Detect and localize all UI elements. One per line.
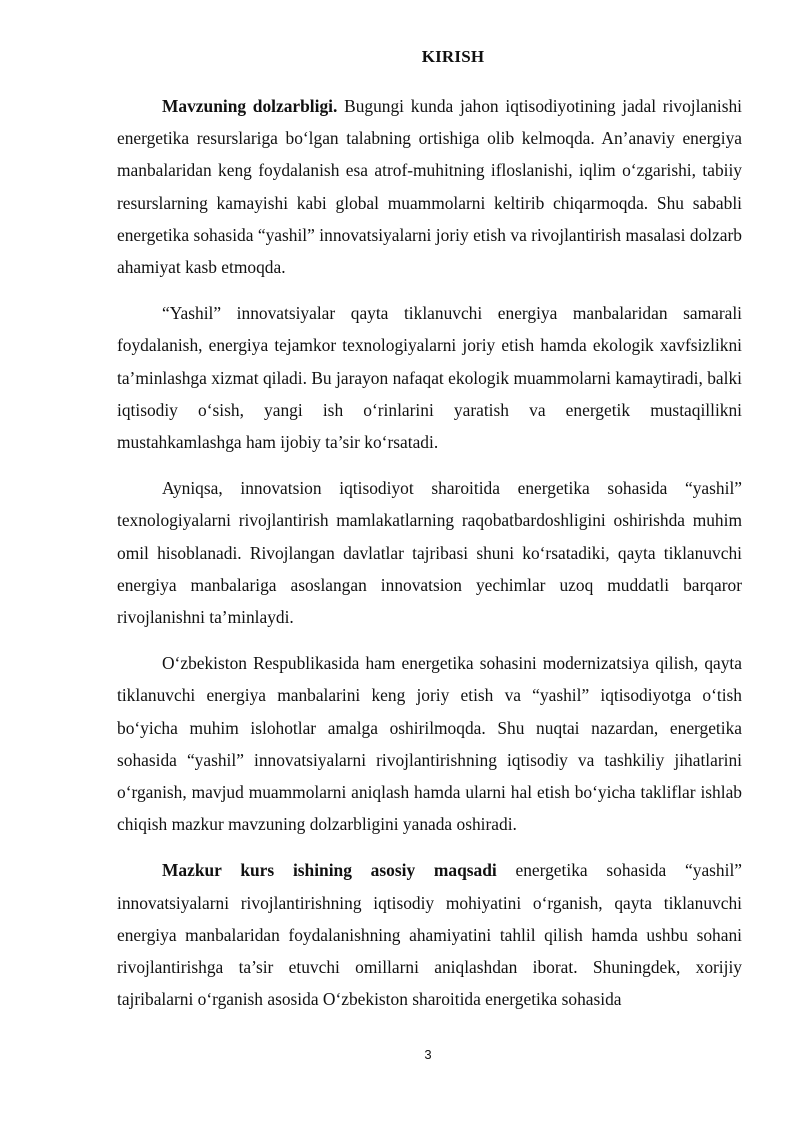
paragraph-course-goal: [117, 854, 742, 1015]
paragraph-lead: Mavzuning dolzarbligi.: [162, 96, 338, 116]
paragraph-green-innovations: [117, 297, 742, 458]
paragraph-text: Ayniqsa, innovatsion iqtisodiyot sharoitida energetika sohasida “yashil” texnologiyalarni rivojlantirish mamlakatlarning raqobatbardoshligini oshirishda muhim omil hisoblanadi. Rivojlangan davlatlar tajribasi shuni ko‘rsatadiki, qayta tiklanuvchi energiya manbalariga asoslangan innovatsion yechimlar uzoq muddatli barqaror rivojlanishni ta’minlaydi.: [117, 478, 742, 628]
page-number: 3: [424, 1047, 432, 1062]
paragraph-text: energetika sohasida “yashil” innovatsiyalarni rivojlantirishning iqtisodiy mohiyatini o‘rganish, qayta tiklanuvchi energiya manbalaridan foydalanishning ahamiyatini tahlil qilish hamda ushbu sohani rivojlantirishga ta’sir etuvchi omillarni aniqlashdan iborat. Shuningdek, xorijiy tajribalarni o‘rganish asosida O‘zbekiston sharoitida energetika sohasida: [117, 860, 743, 1010]
paragraph-text: O‘zbekiston Respublikasida ham energetika sohasini modernizatsiya qilish, qayta tiklanuvchi energiya manbalarini keng joriy etish va “yashil” iqtisodiyotga o‘tish bo‘yicha muhim islohotlar amalga oshirilmoqda. Shu nuqtai nazardan, energetika sohasida “yashil” innovatsiyalarni rivojlantirishning iqtisodiy va tashkiliy jihatlarini o‘rganish, mavjud muammolarni aniqlash hamda ularni hal etish bo‘yicha takliflar ishlab chiqish mazkur mavzuning dolzarbligini yanada oshiradi.: [117, 653, 742, 835]
paragraph-text: Bugungi kunda jahon iqtisodiyotining jadal rivojlanishi energetika resurslariga bo‘lgan talabning ortishiga olib kelmoqda. An’anaviy energiya manbalaridan keng foydalanish esa atrof-muhitning ifloslanishi, iqlim o‘zgarishi, tabiiy resurslarning kamayishi kabi global muammolarni keltirib chiqarmoqda. Shu sababli energetika sohasida “yashil” innovatsiyalarni joriy etish va rivojlantirish masalasi dolzarb ahamiyat kasb etmoqda.: [117, 96, 742, 278]
body-text: [117, 90, 742, 1029]
paragraph-text: “Yashil” innovatsiyalar qayta tiklanuvchi energiya manbalaridan samarali foydalanish, energiya tejamkor texnologiyalarni joriy etish hamda ekologik xavfsizlikni ta’minlashga xizmat qiladi. Bu jarayon nafaqat ekologik muammolarni kamaytiradi, balki iqtisodiy o‘sish, yangi ish o‘rinlarini yaratish va energetik mustaqillikni mustahkamlashga ham ijobiy ta’sir ko‘rsatadi.: [117, 303, 742, 453]
paragraph-lead: Mazkur kurs ishining asosiy maqsadi: [162, 860, 497, 881]
paragraph-relevance: [117, 90, 742, 283]
paragraph-uzbekistan-reforms: [117, 647, 742, 840]
paragraph-innovative-economy: [117, 472, 742, 633]
page-title: KIRISH: [421, 47, 485, 66]
